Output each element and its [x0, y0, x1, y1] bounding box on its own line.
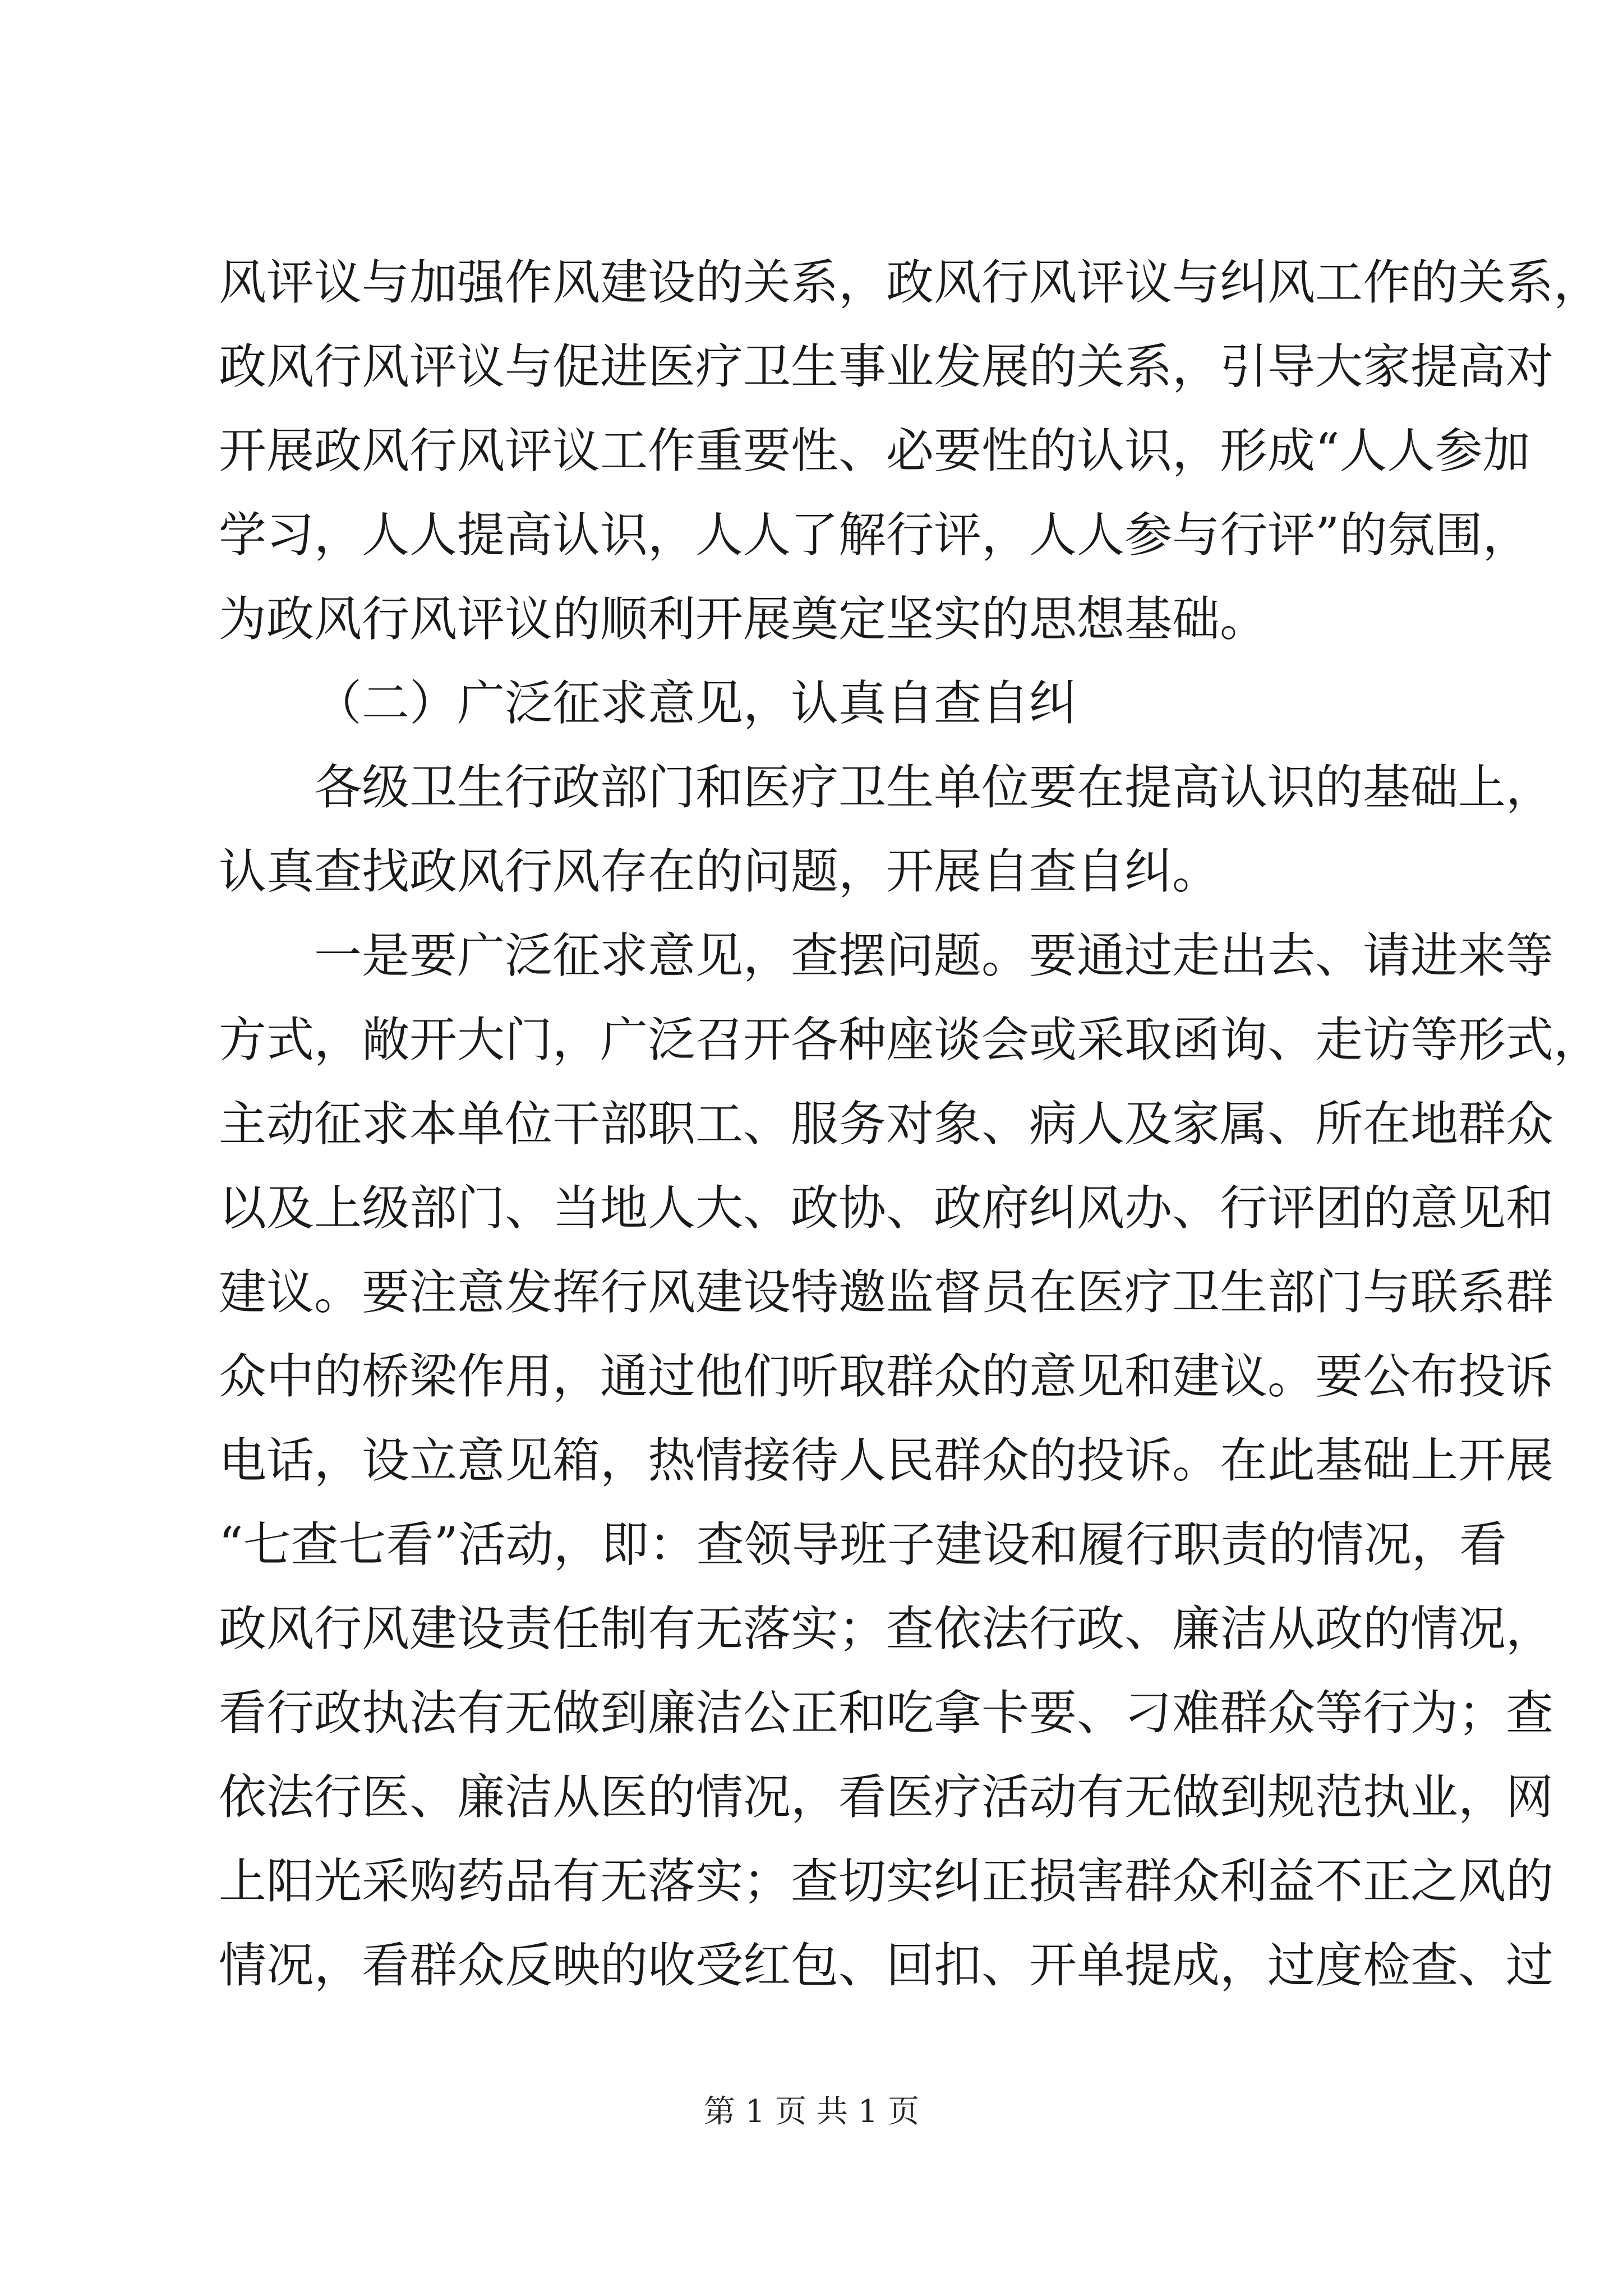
- text-line-14: 众中的桥梁作用，通过他们听取群众的意见和建议。要公布投诉: [219, 1349, 1554, 1405]
- text-line-10: 方式，敞开大门，广泛召开各种座谈会或采取函询、走访等形式，: [219, 1013, 1602, 1068]
- text-line-20: 上阳光采购药品有无落实；查切实纠正损害群众利益不正之风的: [219, 1854, 1554, 1910]
- text-line-19: 依法行医、廉洁从医的情况，看医疗活动有无做到规范执业，网: [219, 1770, 1554, 1825]
- text-line-5: 为政风行风评议的顺利开展奠定坚实的思想基础。: [219, 592, 1268, 647]
- text-line-12: 以及上级部门、当地人大、政协、政府纠风办、行评团的意见和: [219, 1181, 1554, 1236]
- text-line-7: 各级卫生行政部门和医疗卫生单位要在提高认识的基础上，: [314, 760, 1554, 816]
- text-line-11: 主动征求本单位干部职工、服务对象、病人及家属、所在地群众: [219, 1097, 1554, 1152]
- text-line-8: 认真查找政风行风存在的问题，开展自查自纠。: [219, 844, 1220, 900]
- page-number-footer: 第 1 页 共 1 页: [703, 2093, 920, 2130]
- text-line-2: 政风行风评议与促进医疗卫生事业发展的关系，引导大家提高对: [219, 339, 1554, 395]
- text-line-16: “七查七看”活动，即：查领导班子建设和履行职责的情况，看: [219, 1517, 1507, 1573]
- text-line-4: 学习，人人提高认识，人人了解行评，人人参与行评”的氛围，: [219, 508, 1530, 563]
- text-line-1: 风评议与加强作风建设的关系，政风行风评议与纠风工作的关系，: [219, 255, 1602, 311]
- text-line-18: 看行政执法有无做到廉洁公正和吃拿卡要、刁难群众等行为；查: [219, 1686, 1554, 1741]
- section-heading: （二）广泛征求意见，认真自查自纠: [314, 676, 1077, 731]
- text-line-15: 电话，设立意见箱，热情接待人民群众的投诉。在此基础上开展: [219, 1433, 1554, 1489]
- text-line-13: 建议。要注意发挥行风建设特邀监督员在医疗卫生部门与联系群: [219, 1265, 1554, 1320]
- text-line-17: 政风行风建设责任制有无落实；查依法行政、廉洁从政的情况，: [219, 1602, 1554, 1657]
- text-line-9: 一是要广泛征求意见，查摆问题。要通过走出去、请进来等: [314, 928, 1554, 984]
- text-line-21: 情况，看群众反映的收受红包、回扣、开单提成，过度检查、过: [219, 1938, 1554, 1994]
- text-line-3: 开展政风行风评议工作重要性、必要性的认识，形成“人人参加: [219, 424, 1530, 479]
